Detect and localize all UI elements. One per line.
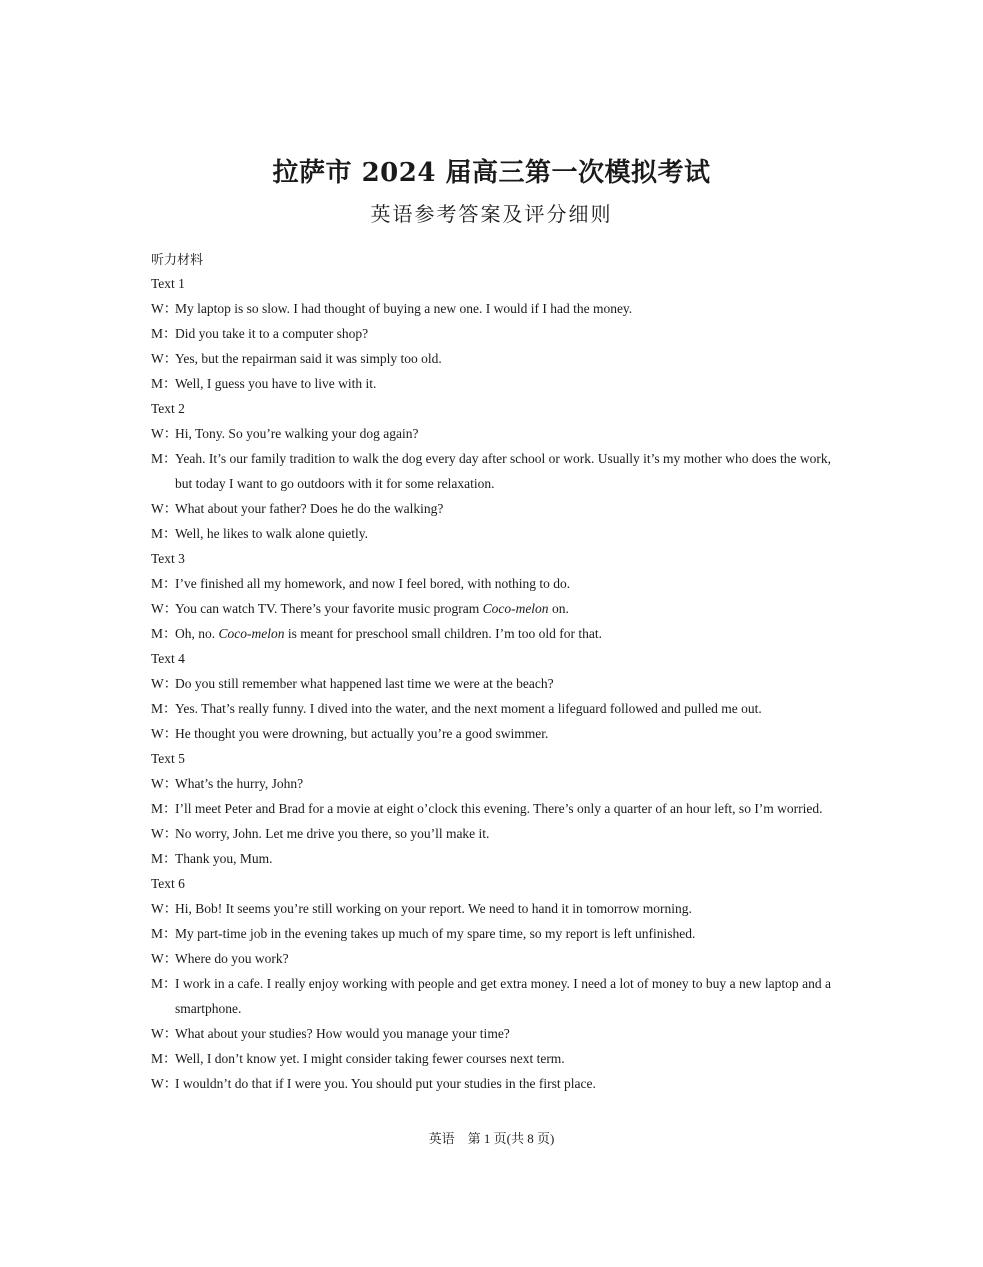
dialogue-line <box>151 846 831 871</box>
dialogue-text: What about your studies? How would you manage your time? <box>175 1026 510 1041</box>
dialogue-text: I’ll meet Peter and Brad for a movie at eight o’clock this evening. There’s only a quarter of an hour left, so I’m worried. <box>175 801 823 816</box>
speaker-label: W： <box>151 676 178 691</box>
dialogue-text: I’ve finished all my homework, and now I feel bored, with nothing to do. <box>175 576 571 591</box>
dialogue-line <box>151 321 831 346</box>
dialogue-text: No worry, John. Let me drive you there, so you’ll make it. <box>175 826 490 841</box>
dialogue-text: Yes. That’s really funny. I dived into the water, and the next moment a lifeguard followed and pulled me out. <box>175 701 762 716</box>
dialogue-line <box>151 446 831 496</box>
program-title: Coco-melon <box>218 626 285 641</box>
speaker-label: M： <box>151 326 177 341</box>
dialogue-line <box>151 896 831 921</box>
dialogue-line <box>151 371 831 396</box>
speaker-label: W： <box>151 901 178 916</box>
speaker-label: W： <box>151 826 178 841</box>
dialogue-line <box>151 421 831 446</box>
speaker-label: M： <box>151 976 177 991</box>
speaker-label: W： <box>151 951 178 966</box>
speaker-label: M： <box>151 1051 177 1066</box>
dialogue-text: What about your father? Does he do the walking? <box>175 501 444 516</box>
text-heading: Text 5 <box>151 751 185 766</box>
dialogue-text: Thank you, Mum. <box>175 851 273 866</box>
dialogue-text: Hi, Tony. So you’re walking your dog again? <box>175 426 419 441</box>
dialogue-line <box>151 596 831 621</box>
dialogue-text: Well, I don’t know yet. I might consider taking fewer courses next term. <box>175 1051 565 1066</box>
speaker-label: W： <box>151 426 178 441</box>
dialogue-text: Hi, Bob! It seems you’re still working on your report. We need to hand it in tomorrow morning. <box>175 901 692 916</box>
speaker-label: W： <box>151 1076 178 1091</box>
speaker-label: W： <box>151 776 178 791</box>
speaker-label: M： <box>151 701 177 716</box>
dialogue-text: My laptop is so slow. I had thought of buying a new one. I would if I had the money. <box>175 301 633 316</box>
program-title: Coco-melon <box>482 601 549 616</box>
dialogue-line <box>151 621 831 646</box>
dialogue-text: Yeah. It’s our family tradition to walk the dog every day after school or work. Usually it’s my mother who does the work, but today I want to go outdoors with it for some relaxation. <box>175 451 831 491</box>
speaker-label: W： <box>151 1026 178 1041</box>
dialogue-line <box>151 696 831 721</box>
page-title: 拉萨市 2024 届高三第一次模拟考试 <box>272 158 711 188</box>
dialogue-text: What’s the hurry, John? <box>175 776 304 791</box>
text-heading: Text 6 <box>151 876 185 891</box>
dialogue-text: He thought you were drowning, but actually you’re a good swimmer. <box>175 726 549 741</box>
speaker-label: M： <box>151 376 177 391</box>
dialogue-text: My part-time job in the evening takes up much of my spare time, so my report is left unfinished. <box>175 926 696 941</box>
text-heading: Text 2 <box>151 401 185 416</box>
text-heading: Text 1 <box>151 276 185 291</box>
dialogue-text: Where do you work? <box>175 951 289 966</box>
speaker-label: W： <box>151 351 178 366</box>
section-label: 听力材料 <box>151 253 204 268</box>
listening-transcript <box>151 271 831 1096</box>
dialogue-line <box>151 1046 831 1071</box>
dialogue-text: Yes, but the repairman said it was simply too old. <box>175 351 442 366</box>
speaker-label: W： <box>151 726 178 741</box>
speaker-label: M： <box>151 801 177 816</box>
dialogue-text: I work in a cafe. I really enjoy working with people and get extra money. I need a lot of money to buy a new laptop and a smartphone. <box>175 976 831 1016</box>
dialogue-line <box>151 796 831 821</box>
dialogue-text: Oh, no. Coco-melon is meant for preschool small children. I’m too old for that. <box>175 626 603 641</box>
speaker-label: W： <box>151 501 178 516</box>
dialogue-line <box>151 971 831 1021</box>
dialogue-line <box>151 346 831 371</box>
dialogue-text: Do you still remember what happened last time we were at the beach? <box>175 676 554 691</box>
speaker-label: M： <box>151 626 177 641</box>
speaker-label: M： <box>151 526 177 541</box>
dialogue-line <box>151 571 831 596</box>
dialogue-line <box>151 521 831 546</box>
page-footer: 英语 第 1 页(共 8 页) <box>428 1131 555 1146</box>
dialogue-line <box>151 1071 831 1096</box>
dialogue-line <box>151 1021 831 1046</box>
dialogue-line <box>151 921 831 946</box>
speaker-label: W： <box>151 601 178 616</box>
dialogue-line <box>151 721 831 746</box>
speaker-label: M： <box>151 926 177 941</box>
dialogue-text: I wouldn’t do that if I were you. You should put your studies in the first place. <box>175 1076 596 1091</box>
dialogue-line <box>151 771 831 796</box>
speaker-label: M： <box>151 576 177 591</box>
dialogue-line <box>151 946 831 971</box>
dialogue-text: You can watch TV. There’s your favorite music program Coco-melon on. <box>175 601 569 616</box>
dialogue-text: Did you take it to a computer shop? <box>175 326 369 341</box>
dialogue-line <box>151 296 831 321</box>
dialogue-text: Well, he likes to walk alone quietly. <box>175 526 368 541</box>
speaker-label: M： <box>151 451 177 466</box>
dialogue-line <box>151 496 831 521</box>
dialogue-line <box>151 671 831 696</box>
speaker-label: W： <box>151 301 178 316</box>
text-heading: Text 3 <box>151 551 185 566</box>
text-heading: Text 4 <box>151 651 185 666</box>
page-subtitle: 英语参考答案及评分细则 <box>370 202 613 226</box>
dialogue-text: Well, I guess you have to live with it. <box>175 376 377 391</box>
dialogue-line <box>151 821 831 846</box>
speaker-label: M： <box>151 851 177 866</box>
